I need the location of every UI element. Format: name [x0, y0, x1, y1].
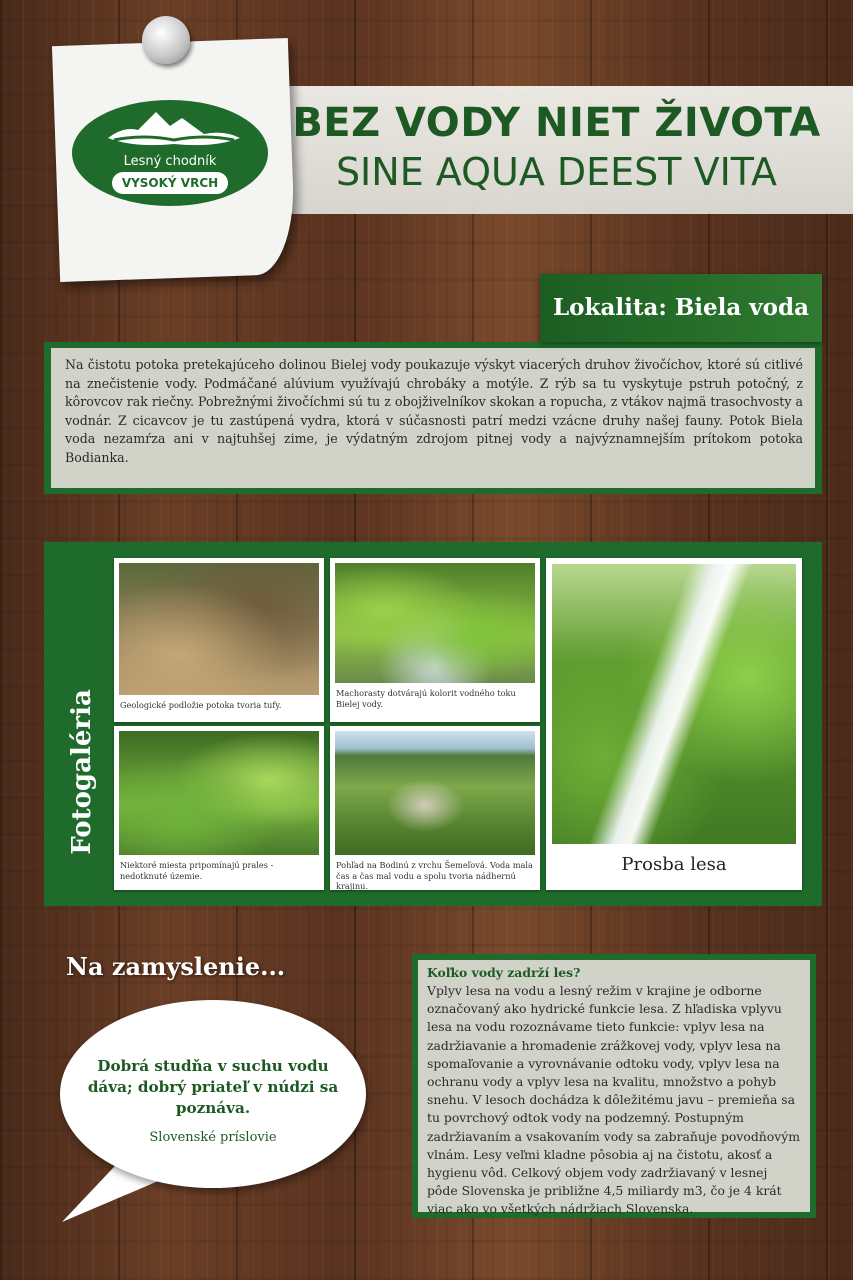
- mountain-logo-icon: [104, 104, 244, 148]
- gallery-photo-1[interactable]: [114, 558, 324, 722]
- speech-bubble: [60, 1000, 366, 1188]
- reflection-title: Na zamyslenie...: [66, 952, 286, 981]
- page-subtitle: SINE AQUA DEEST VITA: [335, 150, 778, 194]
- photo-gallery: [44, 542, 822, 906]
- location-text: Na čistotu potoka pretekajúceho dolinou Bielej vody poukazuje výskyt viacerých druhov živočíchov, ktoré sú citlivé na znečistenie vody. Podmáčané alúvium využívajú chrobáky a motýle. Z rýb sa tu vyskytuje pstruh potočný, z kôrovcov rak riečny. Pobrežnými živočíchmi sú tu z obojživelníkov skokan a ropucha, z vtákov najmä trasochvosty a vodnár. Z cicavcov je tu zastúpená vydra, ktorá v súčasnosti patrí medzi vzácne druhy našej fauny. Potok Biela voda nezamŕza ani v najtuhšej zime, je výdatným zdrojom pitnej vody a najvýznamnejším prítokom potoka Bodianka.: [65, 357, 803, 465]
- gallery-label-strip: [44, 542, 116, 906]
- photo-1-caption: Geologické podložie potoka tvoria tufy.: [120, 700, 282, 710]
- photo-2-image: [335, 563, 535, 683]
- photo-4-caption: Pohľad na Bodinú z vrchu Šemeľová. Voda mala čas a čas mal vodu a spolu tvoria nádhernú krajinu.: [336, 860, 533, 891]
- logo-line1: Lesný chodník: [123, 154, 217, 169]
- photo-1-image: [119, 563, 319, 695]
- page-title: BEZ VODY NIET ŽIVOTA: [292, 100, 821, 146]
- photo-4-image: [335, 731, 535, 855]
- proverb-quote: Dobrá studňa v suchu vodu dáva; dobrý priateľ v núdzi sa poznáva.: [87, 1057, 339, 1117]
- photo-3-image: [119, 731, 319, 855]
- location-box: [44, 342, 822, 494]
- info-text: Vplyv lesa na vodu a lesný režim v krajine je odborne označovaný ako hydrické funkcie lesa. Z hľadiska vplyvu lesa na vodu rozoznávame tieto funkcie: vplyv lesa na zadržiavanie a hromadenie zrážkovej vody, vplyv lesa na spomaľovanie a vyrovnávanie odtoku vody, vplyv lesa na ochranu vody a vplyv lesa na kvalitu, množstvo a pohyb snehu. V lesoch dochádza k dôležitému javu – premieňa sa tu povrchový odtok vody na podzemný. Postupným zadržiavaním a vsakovaním vody sa zabraňuje povodňovým vlnám. Lesy veľmi kladne pôsobia aj na čistotu, akosť a hygienu vôd. Celkový objem vody zadržiavaný v lesnej pôde Slovenska je približne 4,5 miliardy m3, čo je 4 krát viac ako vo všetkých nádržiach Slovenska.: [427, 983, 800, 1217]
- pushpin-icon: [142, 16, 190, 64]
- gallery-photo-3[interactable]: [114, 726, 324, 890]
- info-heading: Koľko vody zadrží les?: [427, 965, 581, 980]
- location-label: Lokalita: Biela voda: [553, 294, 809, 321]
- location-label-tab: [540, 274, 822, 342]
- title-banner: [280, 86, 853, 214]
- photo-5-caption: Prosba lesa: [621, 854, 727, 875]
- photo-2-caption: Machorasty dotvárajú kolorit vodného toku Bielej vody.: [336, 688, 516, 709]
- gallery-photo-4[interactable]: [330, 726, 540, 890]
- gallery-label: Fotogaléria: [67, 689, 97, 855]
- photo-5-image: [552, 564, 796, 844]
- photo-3-caption: Niektoré miesta pripomínajú prales - nedotknuté územie.: [120, 860, 274, 881]
- gallery-photo-2[interactable]: [330, 558, 540, 722]
- proverb-source: Slovenské príslovie: [149, 1130, 277, 1145]
- gallery-photo-5[interactable]: [546, 558, 802, 890]
- info-box: [412, 954, 816, 1218]
- logo-line2: VYSOKÝ VRCH: [112, 172, 228, 194]
